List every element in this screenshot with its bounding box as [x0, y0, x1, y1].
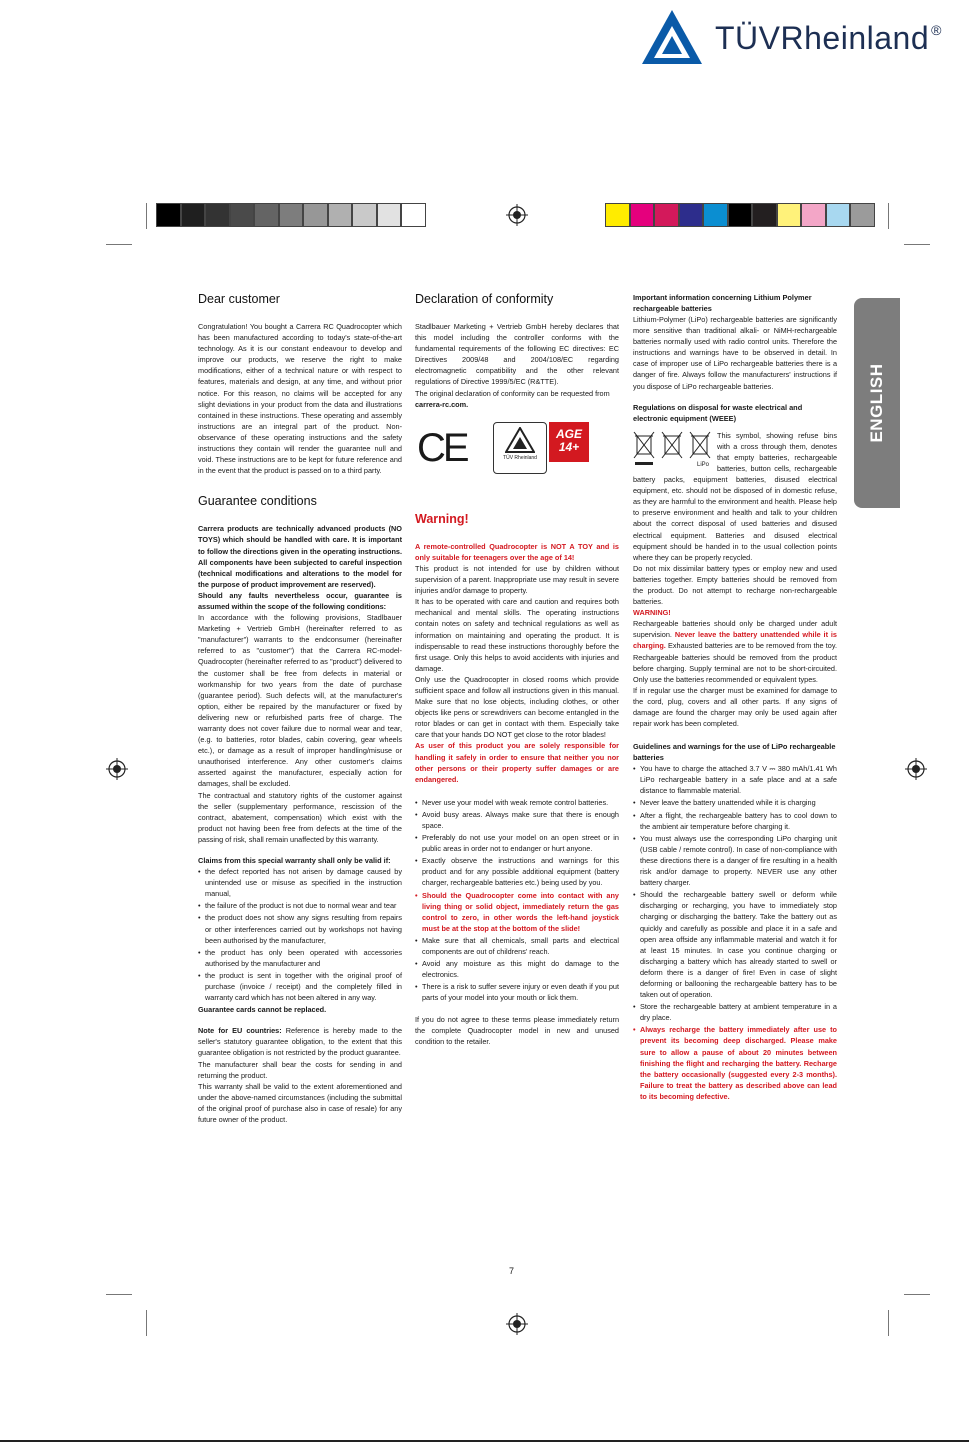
- color-swatch: [401, 203, 426, 227]
- eu-validity-text: This warranty shall be valid to the extent aforementioned and under the above-named circumstances (including the submittal of the original proof of purchase also in case of resale) for any future owner of the product.: [198, 1081, 402, 1124]
- list-item: • Avoid busy areas. Always make sure that there is enough space.: [415, 809, 619, 831]
- list-item: • Avoid any moisture as this might do damage to the electronics.: [415, 958, 619, 980]
- declaration-heading: Declaration of conformity: [415, 292, 554, 306]
- crossed-bin-icons: [633, 430, 715, 474]
- safety-bullets: [415, 797, 619, 1004]
- column-customer-guarantee: [198, 292, 402, 1130]
- declaration-request-text: The original declaration of conformity can be requested from: [415, 388, 610, 398]
- list-item: • Never use your model with weak remote control batteries.: [415, 797, 619, 808]
- tuv-rheinland-logo: [640, 8, 960, 68]
- claims-list: [198, 866, 402, 1003]
- crop-mark: [888, 203, 889, 229]
- claims-heading: Claims from this special warranty shall only be valid if:: [198, 856, 391, 866]
- color-swatch: [279, 203, 304, 227]
- color-swatch: [377, 203, 402, 227]
- color-swatch: [826, 203, 851, 227]
- warning-heading: Warning!: [415, 511, 469, 526]
- ce-mark-icon: CE: [417, 425, 467, 470]
- certification-marks: [415, 420, 619, 482]
- list-item: • Always recharge the battery immediately after use to prevent its becoming deep discharged. Please make sure to allow a pause of about 20 minutes between finishing the flight and recharging the battery. Recharge the battery occasionally (suggested every 2-3 months). Failure to treat the battery as described above can lead to its becoming defective.: [633, 1024, 837, 1102]
- list-item: • the product has only been operated with accessories authorised by the manufacturer and: [198, 947, 402, 969]
- color-swatch: [801, 203, 826, 227]
- list-item: • Should the Quadrocopter come into contact with any living thing or solid object, immediately return the gas control to zero, in other words the left-hand joystick must be at the stop at the bottom of the slide!: [415, 890, 619, 934]
- color-swatch: [205, 203, 230, 227]
- list-item: • After a flight, the rechargeable battery has to cool down to the ambient air temperature before charging it.: [633, 810, 837, 832]
- color-swatch: [630, 203, 655, 227]
- crop-mark: [106, 1294, 132, 1295]
- guarantee-heading: Guarantee conditions: [198, 494, 317, 509]
- return-notice: If you do not agree to these terms please immediately return the complete Quadrocopter model in new and unused condition to the retailer.: [415, 1014, 619, 1046]
- tuv-triangle-icon: [640, 8, 704, 66]
- guarantee-rights-text: The contractual and statutory rights of the customer against the seller (supplementary performance, rescission of the contract, abatement, compensation) which exist with the product not having been free from defects at the time of the passing of risk, shall remain unaffected by this warranty.: [198, 790, 402, 844]
- list-item: • Exactly observe the instructions and warnings for this product and for any possible additional equipment (battery charger, rechargeable batteries etc.) being used by you.: [415, 855, 619, 888]
- crop-mark: [904, 244, 930, 245]
- tuv-badge-label: TÜV Rheinland: [503, 454, 537, 461]
- registration-mark-icon: [506, 1313, 528, 1335]
- guarantee-provisions-text: In accordance with the following provisions, Stadlbauer Marketing + Vertrieb GmbH (hereinafter referred to as "manufacturer") warrants to the endconsumer (hereinafter referred to as "customer") that the Carrera RC-model-Quadrocopter (hereinafter referred to as "product") delivered to the customer shall be free from defects in material or workmanship for two years from the date of purchase (guarantee period). Such defects will, at the manufacturer's option, either be repaired by the manufacturer or fixed by delivering new or refurbished parts free of charge. The warranty does not cover failure due to normal wear and tear, (e.g. to batteries, rotor blades, cabin covering, gear wheels etc.), or damage as a result of improper handling/misuse or unauthorised interference. Any other customer's claims asserted against the manufacturer, especially action for damages, shall be excluded.: [198, 613, 402, 789]
- list-item: • the product is sent in together with the original proof of purchase (invoice / receipt) and the completely filled in warranty card which has not been altered in any way.: [198, 970, 402, 1003]
- lipo-guidelines-list: [633, 763, 837, 1102]
- lipo-heading: Important information concerning Lithium Polymer rechargeable batteries: [633, 293, 812, 313]
- charging-note: [633, 618, 837, 685]
- lipo-guidelines-heading: Guidelines and warnings for the use of LiPo rechargeable batteries: [633, 742, 836, 763]
- list-item: • You have to charge the attached 3.7 V ⎓ 380 mAh/1.41 Wh LiPo rechargeable battery in a safe place and at a safe distance to flammable material.: [633, 763, 837, 796]
- registration-mark-icon: [905, 758, 927, 780]
- list-item: • the product does not show any signs resulting from repairs or other interferences carried out by workshops not having been authorised by the manufacturer,: [198, 912, 402, 945]
- color-swatch: [328, 203, 353, 227]
- registration-mark-icon: [106, 758, 128, 780]
- color-swatch: [850, 203, 875, 227]
- column-lipo-batteries: [633, 292, 837, 1108]
- color-swatch: [703, 203, 728, 227]
- warning-responsibility: As user of this product you are solely responsible for handling it safely in order to ensure that neither you nor other persons or their property suffer damages or are endangered.: [415, 741, 619, 784]
- list-item: • There is a risk to suffer severe injury or even death if you put parts of your model into your mouth or lick them.: [415, 981, 619, 1003]
- eu-costs-text: The manufacturer shall bear the costs for sending in and returning the product.: [198, 1059, 402, 1080]
- color-swatch: [254, 203, 279, 227]
- color-swatch: [181, 203, 206, 227]
- crop-mark: [904, 1294, 930, 1295]
- declaration-link[interactable]: carrera-rc.com.: [415, 399, 469, 409]
- list-item: • the defect reported has not arisen by damage caused by unintended use or misuse as specified in the instruction manual,: [198, 866, 402, 899]
- battery-mix-text: Do not mix dissimilar battery types or employ new and used batteries together. Empty batteries should be removed from the product. Do not attempt to recharge non-rechargeable batteries.: [633, 563, 837, 607]
- dear-customer-heading: Dear customer: [198, 292, 280, 306]
- weee-text: This symbol, showing refuse bins with a cross through them, denotes that empty batteries, rechargeable batteries, button cells, rechargeable battery packs, equipment batteries, disused electrical equipment, etc. should not be disposed of in domestic refuse, as they are harmful to the environment and health. Please help to preserve environment and health and talk to your children about the correct disposal of used batteries and disused electrical equipment. Batteries and disused electrical equipment should be handed in to the usual collection points where they can be properly recycled.: [633, 430, 837, 562]
- color-swatch: [752, 203, 777, 227]
- weee-section: [633, 430, 837, 563]
- list-item: • You must always use the corresponding LiPo charging unit (USB cable / remote control). In case of non-compliance with these directions there is a danger of fire resulting in a health risk and/or damage to property. NEVER use any other battery charger.: [633, 833, 837, 888]
- crop-mark: [146, 1310, 147, 1336]
- warning-not-a-toy: A remote-controlled Quadrocopter is NOT A TOY and is only suitable for teenagers over the age of 14!: [415, 541, 619, 562]
- warning-rooms-text: Only use the Quadrocopter in closed rooms which provide sufficient space and follow all instructions given in this manual. Make sure that no lose objects, including clothes, or other objects like pens or screwdrivers can become entangled in the rotor blades or can get in contact with them. Especially take care that your hands DO NOT get close to the rotor blades!: [415, 674, 619, 740]
- eu-note-text: Reference is hereby made to the seller's statutory guarantee obligation, to the extent that this guarantee obligation is not restricted by the product guarantee.: [198, 1026, 402, 1058]
- list-item: • Make sure that all chemicals, small parts and electrical components are out of childrens' reach.: [415, 935, 619, 957]
- dear-customer-text: Congratulation! You bought a Carrera RC Quadrocopter which has been manufactured according to today's state-of-the-art technology. As it is our constant endeavour to develop and improve our products, we reserve the right to make modifications, either of a technical nature or with respect to features, materials and design, at any time, and without prior notice. For this reason, no claims will be accepted for any slight deviations in your product from the data and illustrations contained in these instructions. These operating and assembly instructions are an integral part of the product. Non-observance of these operating instructions and the safety instructions they contain will render the guarantee null and void. These instructions are to be kept for future reference and in the event that the product is passed on to a third party.: [198, 322, 402, 476]
- color-swatch: [230, 203, 255, 227]
- warning-skills-text: It has to be operated with care and caution and requires both mechanical and mental skills. The operating instructions contain notes on safety and technical regulations as well as information on maintaining and operating the product. It is indispensable to read these instructions thoroughly before the first usage. Only this helps to avoid accidents with injuries and damage.: [415, 597, 619, 673]
- charger-inspection-text: If in regular use the charger must be examined for damage to the cord, plug, covers and all other parts. If any signs of damage are found the charger may only be used again after repair work has been completed.: [633, 685, 837, 729]
- battery-warning-label: WARNING!: [633, 608, 671, 618]
- cards-note: Guarantee cards cannot be replaced.: [198, 1005, 327, 1015]
- list-item: • Should the rechargeable battery swell or deform while discharging or recharging, you have to immediately stop charging or discharging the battery. Take the battery out as quickly and carefully as possible and place it in a safe and open area offside any inflammable material and watch it for at least 15 minutes. In case you continue charging or discharging a battery which has already started to swell or deform there is a danger of fire! Even in case of slight deforming or ballooning the rechargeable battery has to be taken out of operation.: [633, 889, 837, 1000]
- language-tab-label: ENGLISH: [867, 363, 886, 443]
- crop-mark: [888, 1310, 889, 1336]
- list-item: • Never leave the battery unattended while it is charging: [633, 797, 837, 808]
- color-swatch: [679, 203, 704, 227]
- declaration-text: Stadlbauer Marketing + Vertrieb GmbH hereby declares that this model including the controller conforms with the fundamental requirements of the following EC directives: EC Directives 2009/48 and 2004/108/EC regarding electromagnetic compatibility and the other relevant regulations of Directive 1999/5/EC (R&TTE).: [415, 322, 619, 387]
- tuv-wordmark: TÜVRheinland ®: [715, 20, 942, 56]
- color-swatch: [728, 203, 753, 227]
- column-conformity-warning: [415, 292, 619, 1052]
- color-swatch: [605, 203, 630, 227]
- registration-mark-icon: [506, 204, 528, 226]
- eu-note: [198, 1025, 402, 1058]
- color-swatch: [352, 203, 377, 227]
- guarantee-intro-bold: Carrera products are technically advanced products (NO TOYS) which should be handled with care. It is important to follow the directions given in the operating instructions. All components have been subjected to careful inspection (technical modifications and alterations to the model for the purpose of product improvement are reserved).: [198, 524, 402, 589]
- charging-unattended-warning: Never leave the battery unattended while it is charging.: [633, 630, 837, 651]
- charging-removal-text: Exhausted batteries are to be removed from the toy. Rechargeable batteries should be removed from the product before charging. Supply terminal are not to be short-circuited. Only use the batteries recommended or equivalent types.: [633, 641, 837, 684]
- list-item: • Store the rechargeable battery at ambient temperature in a dry place.: [633, 1001, 837, 1023]
- color-swatch: [777, 203, 802, 227]
- bottom-rule: [0, 1440, 969, 1442]
- eu-note-label: Note for EU countries:: [198, 1026, 282, 1036]
- weee-heading: Regulations on disposal for waste electrical and electronic equipment (WEEE): [633, 402, 803, 423]
- lipo-text: Lithium-Polymer (LiPo) rechargeable batteries are significantly more sensitive than traditional alkali- or NiMH-rechargeable batteries normally used with radio control units. Therefore the instructions and warnings have to be observed in detail. In case of improper use of LiPo rechargeable batteries there is a danger of fire. Always follow the manufacturers' instructions if you dispose of LiPo rechargeable batteries.: [633, 315, 837, 391]
- crop-mark: [146, 203, 147, 229]
- guarantee-faults-bold: Should any faults nevertheless occur, guarantee is assumed within the scope of the following conditions:: [198, 590, 402, 611]
- charging-supervision-text: Rechargeable batteries should only be charged under adult supervision.: [633, 619, 837, 640]
- list-item: • the failure of the product is not due to normal wear and tear: [198, 900, 402, 911]
- list-item: • Preferably do not use your model on an open street or in public areas in order not to endanger or hurt anyone.: [415, 832, 619, 854]
- color-swatch: [303, 203, 328, 227]
- tuv-certified-badge-icon: [493, 422, 547, 474]
- age-14-plus-badge: AGE 14+: [549, 422, 589, 462]
- language-tab: [854, 298, 900, 508]
- color-swatch: [156, 203, 181, 227]
- crop-mark: [106, 244, 132, 245]
- page-number: 7: [509, 1266, 515, 1276]
- color-swatch: [654, 203, 679, 227]
- warning-supervision-text: This product is not intended for use by children without supervision of a parent. Inappropriate use may result in severe injuries and/or damage to property.: [415, 563, 619, 596]
- lipo-label: LiPo: [697, 461, 710, 468]
